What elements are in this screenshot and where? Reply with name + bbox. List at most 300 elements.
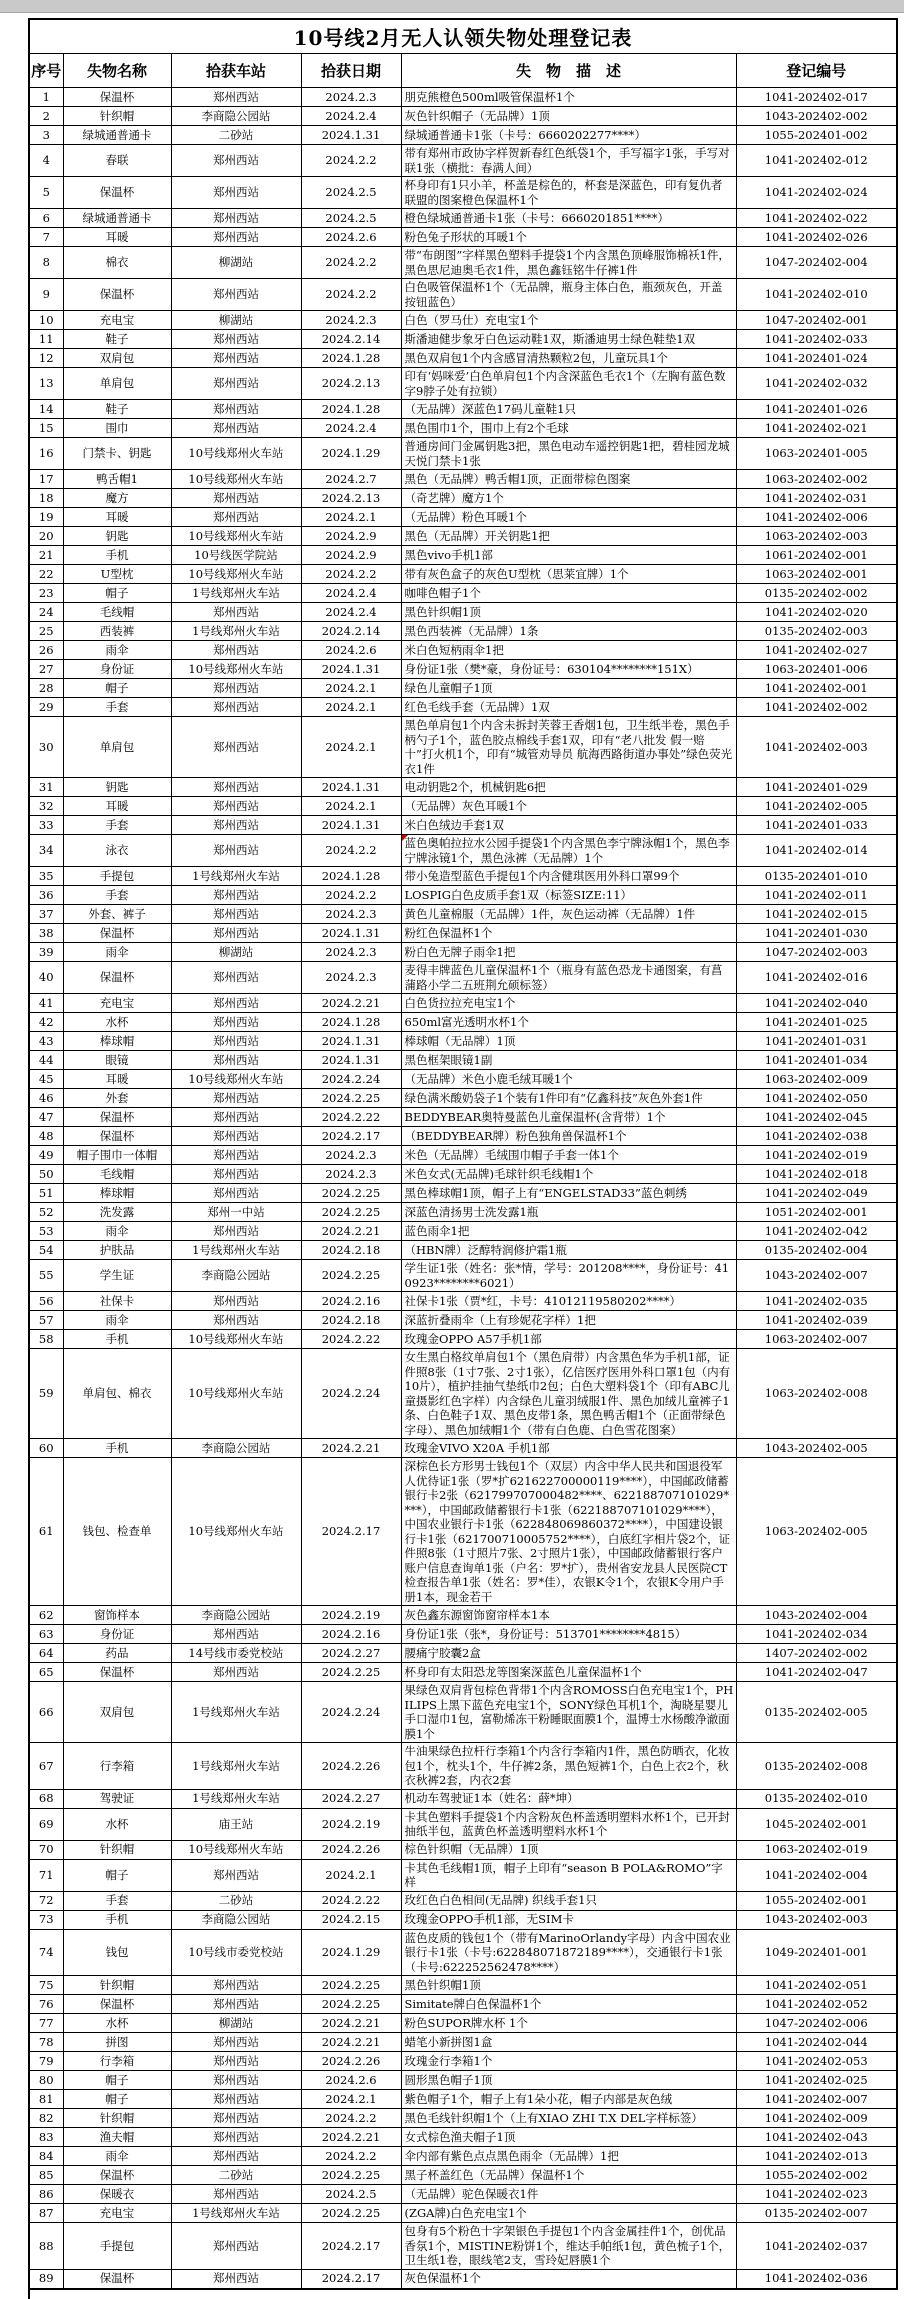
cell-station: 10号线市委党校站 [171,1929,301,1976]
cell-registration-no: 1041-202402-035 [736,1292,897,1311]
cell-description: 包身有5个粉色十字架银色手提包1个内含金属挂件1个，创优品香氛1个，MISTINE粉饼1个，维达手帕纸1包，黄色梳子1个，卫生纸1卷，眼线笔2支，雪玲妃唇膜1个 [401,2223,736,2270]
table-row [29,470,897,489]
cell-registration-no: 1041-202402-032 [736,368,897,400]
cell-description: 朋克熊橙色500ml吸管保温杯1个 [401,88,736,107]
cell-registration-no: 1041-202402-014 [736,835,897,867]
cell-station: 郑州西站 [171,835,301,867]
cell-station: 郑州西站 [171,679,301,698]
cell-date: 2024.1.28 [301,1013,401,1032]
cell-station: 李商隐公园站 [171,1606,301,1625]
cell-date: 2024.2.25 [301,1184,401,1203]
cell-item-name: 双肩包 [63,1682,171,1743]
cell-serial: 14 [29,400,63,419]
cell-description: 粉色SUPOR牌水杯 1个 [401,2014,736,2033]
cell-description: 米色（无品牌）毛绒围巾帽子手套一体1个 [401,1146,736,1165]
cell-date: 2024.1.29 [301,438,401,470]
table-row [29,1292,897,1311]
cell-description: 灰色针织帽子（无品牌）1顶 [401,107,736,126]
cell-description: 棕色针织帽（无品牌）1顶 [401,1840,736,1859]
cell-serial: 8 [29,247,63,279]
cell-item-name: 窗饰样本 [63,1606,171,1625]
cell-date: 2024.2.2 [301,886,401,905]
table-row [29,489,897,508]
cell-description: 果绿色双肩背包棕色背带1个内含ROMOSS白色充电宝1个，PHILIPS上黑下蓝色充电宝1个，SONY绿色耳机1个，淘晓星婴儿手口湿巾1包，富勒烯冻干粉睡眠面膜1个，温博士水杨酸净澈面膜1个 [401,1682,736,1743]
table-row [29,2071,897,2090]
cell-description: 黑子杯盖红色（无品牌）保温杯1个 [401,2166,736,2185]
cell-date: 2024.2.21 [301,994,401,1013]
cell-description: 斯潘迪健步象牙白色运动鞋1双，斯潘迪男士绿色鞋垫1双 [401,330,736,349]
cell-station: 郑州西站 [171,2269,301,2289]
cell-date: 2024.2.26 [301,1840,401,1859]
cell-registration-no: 1041-202402-039 [736,1311,897,1330]
cell-date: 2024.1.31 [301,1051,401,1070]
cell-date: 2024.2.21 [301,1439,401,1458]
cell-description: 黑色针织帽1顶 [401,603,736,622]
cell-station: 郑州西站 [171,1051,301,1070]
cell-station: 郑州西站 [171,400,301,419]
cell-date: 2024.2.4 [301,419,401,438]
cell-item-name: 眼镜 [63,1051,171,1070]
cell-description: 机动车驾驶证1本（姓名：薛*坤） [401,1789,736,1808]
cell-serial: 4 [29,145,63,177]
cell-serial: 46 [29,1089,63,1108]
cell-item-name: 绿城通普通卡 [63,126,171,145]
cell-item-name: 西装裤 [63,622,171,641]
cell-date: 2024.2.2 [301,2109,401,2128]
cell-description: Simitate牌白色保温杯1个 [401,1995,736,2014]
cell-registration-no: 1055-202402-001 [736,1891,897,1910]
cell-date: 2024.2.2 [301,2147,401,2166]
cell-date: 2024.2.1 [301,1859,401,1891]
col-header-date: 拾获日期 [301,54,401,88]
table-row [29,126,897,145]
cell-station: 1号线郑州火车站 [171,1241,301,1260]
cell-date: 2024.2.19 [301,1808,401,1840]
cell-date: 2024.2.22 [301,1891,401,1910]
table-row [29,1995,897,2014]
cell-description: 绿色儿童帽子1顶 [401,679,736,698]
cell-serial: 28 [29,679,63,698]
table-row [29,1840,897,1859]
cell-date: 2024.2.3 [301,1165,401,1184]
cell-date: 2024.2.1 [301,717,401,778]
cell-description: 深棕色长方形男士钱包1个（双层）内含中华人民共和国退役军人优待证1张（罗*扩621622700000119****），中国邮政储蓄银行卡2张（621799707000482****、622188707101029****），中国邮政储蓄银行卡1张（622188707101029****），中国农业银行卡1张（622848069860372****），中国建设银行卡1张（621700710005752****），白底红字相片袋2个，证件照8张（1寸照片7张、2寸照片1张），中国邮政储蓄银行客户账户信息查询单1张（户名：罗*扩），贵州省安龙县人民医院CT检查报告单1张（姓名：罗*佳），农银K令1个，农银K令用户手册1本，现金若干 [401,1458,736,1606]
cell-item-name: 保暖衣 [63,2185,171,2204]
cell-item-name: 耳暖 [63,1070,171,1089]
cell-description: 白色货拉拉充电宝1个 [401,994,736,1013]
cell-serial: 83 [29,2128,63,2147]
cell-station: 郑州西站 [171,1311,301,1330]
cell-date: 2024.1.31 [301,778,401,797]
table-row [29,1891,897,1910]
cell-station: 郑州西站 [171,2033,301,2052]
cell-description: 绿色满米酸奶袋子1个装有1件印有“亿鑫科技”灰色外套1件 [401,1089,736,1108]
cell-date: 2024.2.15 [301,1910,401,1929]
table-row [29,1070,897,1089]
cell-item-name: 钥匙 [63,527,171,546]
cell-serial: 13 [29,368,63,400]
cell-item-name: 外套 [63,1089,171,1108]
cell-registration-no: 1041-202402-004 [736,1859,897,1891]
cell-date: 2024.2.16 [301,1292,401,1311]
cell-serial: 78 [29,2033,63,2052]
cell-registration-no: 1041-202402-019 [736,1146,897,1165]
cell-serial: 24 [29,603,63,622]
cell-station: 二砂站 [171,126,301,145]
table-row [29,1644,897,1663]
cell-description: 米白色短柄雨伞1把 [401,641,736,660]
cell-serial: 16 [29,438,63,470]
cell-date: 2024.1.31 [301,660,401,679]
cell-station: 郑州西站 [171,924,301,943]
cell-date: 2024.2.13 [301,368,401,400]
cell-serial: 1 [29,88,63,107]
cell-serial: 25 [29,622,63,641]
cell-registration-no: 1043-202402-005 [736,1439,897,1458]
cell-date: 2024.1.31 [301,126,401,145]
cell-station: 10号线郑州火车站 [171,660,301,679]
cell-date: 2024.2.4 [301,107,401,126]
cell-description: 白色（罗马仕）充电宝1个 [401,311,736,330]
cell-item-name: 双肩包 [63,349,171,368]
cell-date: 2024.2.4 [301,603,401,622]
cell-item-name: 钱包、检查单 [63,1458,171,1606]
cell-description: 白色吸管保温杯1个（无品牌，瓶身主体白色，瓶颈灰色，开盖按钮蓝色） [401,279,736,311]
cell-item-name: 单肩包 [63,717,171,778]
cell-item-name: 鞋子 [63,400,171,419]
cell-registration-no: 0135-202402-005 [736,1682,897,1743]
cell-serial: 72 [29,1891,63,1910]
cell-description: 黄色儿童棉服（无品牌）1件，灰色运动裤（无品牌）1件 [401,905,736,924]
cell-description: 绿城通普通卡1张（卡号：6660202277****） [401,126,736,145]
cell-serial: 42 [29,1013,63,1032]
cell-registration-no: 1041-202402-013 [736,2147,897,2166]
cell-station: 郑州西站 [171,2185,301,2204]
cell-item-name: 保温杯 [63,1995,171,2014]
table-row [29,962,897,994]
cell-station: 李商隐公园站 [171,107,301,126]
cell-registration-no: 1041-202402-043 [736,2128,897,2147]
table-row [29,419,897,438]
cell-description: 腰痛宁胶囊2盒 [401,1644,736,1663]
cell-registration-no: 1041-202402-003 [736,717,897,778]
cell-description: 橙色绿城通普通卡1张（卡号：6660201851****） [401,209,736,228]
cell-serial: 53 [29,1222,63,1241]
cell-serial: 76 [29,1995,63,2014]
cell-description: 牛油果绿色拉杆行李箱1个内含行李箱内1件，黑色防晒衣，化妆包1个，枕头1个，牛仔裤2条，黑色短裤1个，白色上衣2个，秋衣秋裤2套，内衣2套 [401,1743,736,1790]
table-row [29,247,897,279]
cell-station: 1号线郑州火车站 [171,622,301,641]
cell-date: 2024.2.2 [301,835,401,867]
table-row [29,1108,897,1127]
cell-item-name: 充电宝 [63,2204,171,2223]
cell-date: 2024.2.3 [301,88,401,107]
cell-station: 李商隐公园站 [171,1910,301,1929]
table-row [29,603,897,622]
cell-item-name: 棒球帽 [63,1032,171,1051]
cell-station: 郑州西站 [171,1663,301,1682]
cell-station: 郑州西站 [171,886,301,905]
cell-serial: 67 [29,1743,63,1790]
cell-registration-no: 1041-202402-016 [736,962,897,994]
cell-description: 棒球帽（无品牌）1顶 [401,1032,736,1051]
cell-registration-no: 1041-202402-038 [736,1127,897,1146]
cell-date: 2024.2.5 [301,2185,401,2204]
cell-registration-no: 1041-202402-024 [736,177,897,209]
cell-station: 李商隐公园站 [171,1439,301,1458]
table-row [29,816,897,835]
cell-description: 深蓝折叠雨伞（上有珍妮花字样）1把 [401,1311,736,1330]
cell-registration-no: 1063-202402-002 [736,470,897,489]
cell-serial: 74 [29,1929,63,1976]
cell-item-name: 钱包 [63,1929,171,1976]
cell-serial: 18 [29,489,63,508]
cell-item-name: 手套 [63,886,171,905]
cell-registration-no: 1041-202402-033 [736,330,897,349]
cell-station: 郑州西站 [171,717,301,778]
table-row [29,508,897,527]
table-row [29,2166,897,2185]
cell-item-name: 雨伞 [63,1311,171,1330]
cell-description: 玫瑰金VIVO X20A 手机1部 [401,1439,736,1458]
cell-description: 麦得丰牌蓝色儿童保温杯1个（瓶身有蓝色恐龙卡通图案，有菖蒲路小学二五班荆允硕标签） [401,962,736,994]
cell-registration-no: 1041-202402-015 [736,905,897,924]
cell-serial: 56 [29,1292,63,1311]
cell-registration-no: 1051-202402-001 [736,1203,897,1222]
cell-item-name: 毛线帽 [63,603,171,622]
cell-description: 蓝色皮质的钱包1个（带有MarinoOrlandy字母）内含中国农业银行卡1张（卡号:622848071872189****），交通银行卡1张（卡号:622252562478****） [401,1929,736,1976]
cell-registration-no: 1041-202402-026 [736,228,897,247]
cell-date: 2024.2.25 [301,1089,401,1108]
table-row [29,2185,897,2204]
cell-item-name: 手提包 [63,2223,171,2270]
cell-date: 2024.2.27 [301,1789,401,1808]
cell-date: 2024.2.25 [301,1260,401,1292]
cell-registration-no: 1041-202402-005 [736,797,897,816]
cell-registration-no: 1041-202402-002 [736,698,897,717]
cell-serial: 89 [29,2269,63,2289]
cell-serial: 6 [29,209,63,228]
cell-registration-no: 1063-202402-009 [736,1070,897,1089]
cell-station: 1号线郑州火车站 [171,1789,301,1808]
cell-date: 2024.2.2 [301,565,401,584]
cell-item-name: 绿城通普通卡 [63,209,171,228]
col-header-serial: 序号 [29,54,63,88]
cell-description: （无品牌）粉色耳暖1个 [401,508,736,527]
cell-serial: 51 [29,1184,63,1203]
cell-station: 二砂站 [171,2166,301,2185]
col-header-registration-no: 登记编号 [736,54,897,88]
cell-station: 郑州西站 [171,508,301,527]
cell-date: 2024.2.25 [301,2204,401,2223]
cell-station: 14号线市委党校站 [171,1644,301,1663]
table-row [29,1127,897,1146]
cell-item-name: 棒球帽 [63,1184,171,1203]
cell-date: 2024.2.9 [301,527,401,546]
table-row [29,698,897,717]
cell-serial: 29 [29,698,63,717]
cell-date: 2024.2.2 [301,279,401,311]
table-row [29,565,897,584]
cell-item-name: 手机 [63,546,171,565]
table-row [29,1184,897,1203]
cell-station: 郑州西站 [171,1032,301,1051]
table-title: 10号线2月无人认领失物处理登记表 [29,19,897,54]
cell-date: 2024.2.13 [301,489,401,508]
cell-item-name: 保温杯 [63,924,171,943]
cell-description: 米色女式(无品牌)毛球针织毛线帽1个 [401,1165,736,1184]
cell-date: 2024.2.14 [301,330,401,349]
cell-serial: 57 [29,1311,63,1330]
cell-item-name: 保温杯 [63,177,171,209]
cell-date: 2024.2.1 [301,698,401,717]
table-row [29,1032,897,1051]
cell-station: 郑州西站 [171,2147,301,2166]
cell-serial: 2 [29,107,63,126]
cell-registration-no: 1041-202402-011 [736,886,897,905]
cell-item-name: 水杯 [63,2014,171,2033]
lost-items-table [28,18,898,2290]
cell-description: 黑色（无品牌）鸭舌帽1顶，正面带棕色图案 [401,470,736,489]
table-row [29,88,897,107]
cell-date: 2024.2.19 [301,1606,401,1625]
cell-description: （无品牌）深蓝色17码儿童鞋1只 [401,400,736,419]
cell-date: 2024.2.21 [301,1222,401,1241]
cell-serial: 7 [29,228,63,247]
cell-date: 2024.2.14 [301,622,401,641]
cell-item-name: 洗发露 [63,1203,171,1222]
cell-item-name: 雨伞 [63,943,171,962]
cell-registration-no: 1047-202402-006 [736,2014,897,2033]
table-row [29,1330,897,1349]
cell-item-name: 社保卡 [63,1292,171,1311]
cell-description: 印有‘妈咪爱’白色单肩包1个内含深蓝色毛衣1个（左胸有蓝色数字9脖子处有拉锁） [401,368,736,400]
table-row [29,1808,897,1840]
cell-item-name: 驾驶证 [63,1789,171,1808]
cell-item-name: 泳衣 [63,835,171,867]
cell-item-name: 门禁卡、钥匙 [63,438,171,470]
cell-date: 2024.2.6 [301,2071,401,2090]
cell-item-name: 手机 [63,1910,171,1929]
cell-date: 2024.2.1 [301,797,401,816]
cell-station: 10号线郑州火车站 [171,1349,301,1439]
cell-registration-no: 1041-202402-045 [736,1108,897,1127]
cell-serial: 32 [29,797,63,816]
table-row [29,835,897,867]
cell-description: 灰色鑫东源窗饰窗帘样本1本 [401,1606,736,1625]
cell-station: 10号线郑州火车站 [171,470,301,489]
cell-registration-no: 1041-202402-042 [736,1222,897,1241]
cell-date: 2024.2.25 [301,1976,401,1995]
cell-serial: 77 [29,2014,63,2033]
cell-date: 2024.1.28 [301,349,401,368]
cell-registration-no: 1041-202402-044 [736,2033,897,2052]
cell-station: 郑州西站 [171,994,301,1013]
cell-date: 2024.2.16 [301,1625,401,1644]
cell-description: 身份证1张（樊*豪，身份证号：630104********151X） [401,660,736,679]
table-row [29,2269,897,2289]
cell-date: 2024.2.22 [301,1108,401,1127]
table-row [29,2052,897,2071]
cell-description: 黑色双肩包1个内含感冒清热颗粒2包，儿童玩具1个 [401,349,736,368]
cell-registration-no: 1041-202402-018 [736,1165,897,1184]
cell-description: 深蓝色清扬男士洗发露1瓶 [401,1203,736,1222]
cell-registration-no: 0135-202401-010 [736,867,897,886]
table-row [29,228,897,247]
table-row [29,1859,897,1891]
table-row [29,867,897,886]
top-edge [0,0,904,13]
cell-date: 2024.2.4 [301,584,401,603]
table-row [29,527,897,546]
cell-registration-no: 1041-202402-034 [736,1625,897,1644]
cell-item-name: 帽子 [63,584,171,603]
cell-registration-no: 1041-202402-051 [736,1976,897,1995]
cell-description: 女式棕色渔夫帽子1顶 [401,2128,736,2147]
cell-station: 1号线郑州火车站 [171,2204,301,2223]
table-row [29,994,897,1013]
cell-item-name: 针织帽 [63,1840,171,1859]
cell-item-name: 拼图 [63,2033,171,2052]
cell-date: 2024.2.1 [301,2090,401,2109]
cell-station: 柳湖站 [171,2014,301,2033]
cell-station: 郑州西站 [171,209,301,228]
table-row [29,1458,897,1606]
cell-registration-no: 1043-202402-002 [736,107,897,126]
cell-item-name: 水杯 [63,1808,171,1840]
table-row [29,209,897,228]
table-row [29,1311,897,1330]
cell-item-name: 行李箱 [63,2052,171,2071]
cell-station: 10号线郑州火车站 [171,1070,301,1089]
cell-station: 10号线郑州火车站 [171,527,301,546]
table-row [29,1013,897,1032]
cell-serial: 5 [29,177,63,209]
table-row [29,717,897,778]
cell-station: 郑州西站 [171,349,301,368]
cell-station: 郑州西站 [171,2052,301,2071]
cell-item-name: 手机 [63,1439,171,1458]
table-row [29,1051,897,1070]
cell-registration-no: 1041-202401-034 [736,1051,897,1070]
cell-description: 咖啡色帽子1个 [401,584,736,603]
cell-date: 2024.2.25 [301,1203,401,1222]
cell-registration-no: 1041-202402-025 [736,2071,897,2090]
cell-station: 郑州西站 [171,1089,301,1108]
cell-station: 郑州西站 [171,2090,301,2109]
cell-description: 杯身印有太阳恐龙等图案深蓝色儿童保温杯1个 [401,1663,736,1682]
cell-serial: 73 [29,1910,63,1929]
cell-serial: 54 [29,1241,63,1260]
table-row [29,943,897,962]
registry-sheet [28,18,904,2290]
cell-date: 2024.2.21 [301,2128,401,2147]
cell-registration-no: 1063-202402-008 [736,1349,897,1439]
partial-next-row [28,2290,898,2299]
cell-serial: 41 [29,994,63,1013]
table-row [29,622,897,641]
cell-item-name: 单肩包、棉衣 [63,1349,171,1439]
table-row [29,1241,897,1260]
cell-registration-no: 1047-202402-001 [736,311,897,330]
table-row [29,797,897,816]
cell-station: 郑州西站 [171,1127,301,1146]
cell-date: 2024.2.18 [301,1311,401,1330]
table-row [29,2147,897,2166]
table-row [29,311,897,330]
cell-registration-no: 1041-202401-024 [736,349,897,368]
cell-item-name: 保温杯 [63,962,171,994]
